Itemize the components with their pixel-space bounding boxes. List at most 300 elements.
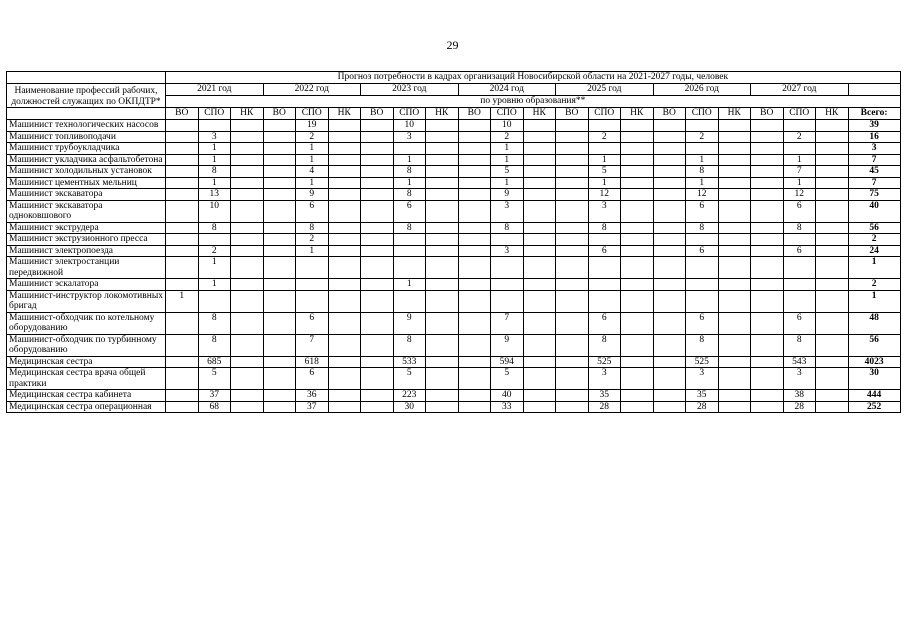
education-level-vo-header: ВО bbox=[653, 108, 686, 120]
value-cell bbox=[458, 131, 491, 143]
value-cell bbox=[328, 222, 361, 234]
value-cell bbox=[523, 279, 556, 291]
value-cell bbox=[588, 290, 621, 312]
value-cell bbox=[231, 177, 264, 189]
value-cell bbox=[328, 279, 361, 291]
value-cell bbox=[588, 120, 621, 132]
value-cell bbox=[556, 390, 589, 402]
profession-name: Машинист цементных мельниц bbox=[7, 177, 166, 189]
value-cell: 8 bbox=[198, 334, 231, 356]
value-cell bbox=[263, 312, 296, 334]
value-cell bbox=[751, 245, 784, 257]
value-cell bbox=[523, 189, 556, 201]
value-cell bbox=[458, 166, 491, 178]
value-cell bbox=[653, 368, 686, 390]
value-cell bbox=[718, 279, 751, 291]
value-cell: 1 bbox=[296, 177, 329, 189]
table-row bbox=[7, 334, 901, 356]
row-total: 4023 bbox=[848, 356, 900, 368]
value-cell bbox=[361, 368, 394, 390]
profession-name: Машинист экскаватора одноковшового bbox=[7, 200, 166, 222]
value-cell bbox=[556, 312, 589, 334]
value-cell: 1 bbox=[198, 279, 231, 291]
value-cell bbox=[816, 120, 849, 132]
value-cell: 9 bbox=[393, 312, 426, 334]
table-header bbox=[7, 72, 901, 120]
value-cell bbox=[556, 177, 589, 189]
value-cell bbox=[426, 368, 459, 390]
value-cell bbox=[166, 356, 199, 368]
value-cell bbox=[718, 390, 751, 402]
value-cell bbox=[523, 257, 556, 279]
value-cell bbox=[556, 200, 589, 222]
row-total: 1 bbox=[848, 257, 900, 279]
value-cell: 2 bbox=[783, 131, 816, 143]
value-cell bbox=[458, 356, 491, 368]
value-cell bbox=[816, 401, 849, 413]
value-cell bbox=[328, 200, 361, 222]
value-cell: 1 bbox=[296, 154, 329, 166]
value-cell: 618 bbox=[296, 356, 329, 368]
value-cell bbox=[198, 120, 231, 132]
value-cell: 6 bbox=[686, 200, 719, 222]
value-cell bbox=[556, 368, 589, 390]
value-cell: 1 bbox=[686, 154, 719, 166]
value-cell: 2 bbox=[296, 131, 329, 143]
value-cell bbox=[231, 390, 264, 402]
value-cell: 8 bbox=[686, 166, 719, 178]
value-cell bbox=[653, 234, 686, 246]
row-total: 24 bbox=[848, 245, 900, 257]
education-level-nk-header: НК bbox=[718, 108, 751, 120]
value-cell bbox=[263, 166, 296, 178]
value-cell bbox=[621, 222, 654, 234]
value-cell: 5 bbox=[491, 166, 524, 178]
profession-name: Машинист экструзионного пресса bbox=[7, 234, 166, 246]
page-number: 29 bbox=[446, 38, 459, 52]
value-cell bbox=[231, 356, 264, 368]
total-header: Всего: bbox=[848, 108, 900, 120]
year-header: 2025 год bbox=[556, 84, 654, 96]
value-cell: 3 bbox=[783, 368, 816, 390]
profession-name: Медицинская сестра кабинета bbox=[7, 390, 166, 402]
value-cell: 68 bbox=[198, 401, 231, 413]
value-cell bbox=[166, 334, 199, 356]
value-cell bbox=[328, 166, 361, 178]
year-header: 2024 год bbox=[458, 84, 556, 96]
value-cell bbox=[751, 120, 784, 132]
value-cell bbox=[426, 290, 459, 312]
value-cell: 8 bbox=[588, 222, 621, 234]
value-cell bbox=[556, 189, 589, 201]
value-cell: 7 bbox=[296, 334, 329, 356]
value-cell bbox=[523, 368, 556, 390]
value-cell bbox=[361, 166, 394, 178]
value-cell bbox=[263, 234, 296, 246]
value-cell bbox=[621, 245, 654, 257]
value-cell bbox=[328, 234, 361, 246]
value-cell bbox=[426, 356, 459, 368]
value-cell bbox=[556, 154, 589, 166]
value-cell bbox=[328, 368, 361, 390]
value-cell: 6 bbox=[296, 200, 329, 222]
value-cell bbox=[686, 290, 719, 312]
year-total-spacer bbox=[848, 84, 900, 96]
value-cell: 6 bbox=[686, 245, 719, 257]
value-cell bbox=[686, 257, 719, 279]
value-cell: 223 bbox=[393, 390, 426, 402]
value-cell: 6 bbox=[296, 312, 329, 334]
value-cell bbox=[231, 279, 264, 291]
profession-name: Машинист электропоезда bbox=[7, 245, 166, 257]
value-cell bbox=[523, 290, 556, 312]
row-total: 39 bbox=[848, 120, 900, 132]
header-corner-cell bbox=[7, 72, 166, 84]
value-cell bbox=[458, 154, 491, 166]
value-cell bbox=[621, 143, 654, 155]
value-cell bbox=[166, 166, 199, 178]
value-cell: 2 bbox=[296, 234, 329, 246]
table-row bbox=[7, 245, 901, 257]
value-cell bbox=[491, 257, 524, 279]
value-cell: 7 bbox=[491, 312, 524, 334]
profession-name: Машинист экструдера bbox=[7, 222, 166, 234]
value-cell bbox=[751, 177, 784, 189]
value-cell: 1 bbox=[783, 177, 816, 189]
value-cell: 6 bbox=[393, 200, 426, 222]
table-row bbox=[7, 368, 901, 390]
value-cell bbox=[523, 154, 556, 166]
value-cell: 9 bbox=[491, 189, 524, 201]
value-cell: 5 bbox=[393, 368, 426, 390]
value-cell: 1 bbox=[686, 177, 719, 189]
education-level-spo-header: СПО bbox=[588, 108, 621, 120]
value-cell bbox=[361, 401, 394, 413]
value-cell bbox=[458, 334, 491, 356]
value-cell: 13 bbox=[198, 189, 231, 201]
table-row bbox=[7, 166, 901, 178]
table-body bbox=[7, 120, 901, 413]
value-cell bbox=[328, 257, 361, 279]
value-cell: 6 bbox=[588, 312, 621, 334]
row-total: 30 bbox=[848, 368, 900, 390]
value-cell bbox=[523, 131, 556, 143]
value-cell bbox=[263, 257, 296, 279]
table-row bbox=[7, 120, 901, 132]
value-cell bbox=[653, 143, 686, 155]
value-cell bbox=[523, 222, 556, 234]
value-cell bbox=[653, 131, 686, 143]
value-cell: 12 bbox=[588, 189, 621, 201]
value-cell bbox=[621, 120, 654, 132]
value-cell bbox=[718, 401, 751, 413]
value-cell: 594 bbox=[491, 356, 524, 368]
value-cell bbox=[523, 234, 556, 246]
value-cell bbox=[361, 131, 394, 143]
value-cell bbox=[361, 257, 394, 279]
value-cell bbox=[523, 401, 556, 413]
education-level-nk-header: НК bbox=[231, 108, 264, 120]
profession-name: Машинист-обходчик по турбинному оборудованию bbox=[7, 334, 166, 356]
value-cell bbox=[653, 222, 686, 234]
value-cell: 1 bbox=[491, 143, 524, 155]
value-cell bbox=[231, 200, 264, 222]
value-cell bbox=[263, 245, 296, 257]
value-cell: 3 bbox=[491, 245, 524, 257]
row-total: 48 bbox=[848, 312, 900, 334]
profession-name: Медицинская сестра bbox=[7, 356, 166, 368]
value-cell bbox=[783, 234, 816, 246]
value-cell: 6 bbox=[588, 245, 621, 257]
value-cell bbox=[751, 257, 784, 279]
value-cell bbox=[263, 154, 296, 166]
value-cell bbox=[783, 120, 816, 132]
value-cell bbox=[393, 245, 426, 257]
value-cell bbox=[556, 131, 589, 143]
education-level-nk-header: НК bbox=[328, 108, 361, 120]
value-cell bbox=[263, 177, 296, 189]
profession-name: Машинист экскаватора bbox=[7, 189, 166, 201]
value-cell bbox=[361, 189, 394, 201]
value-cell bbox=[686, 120, 719, 132]
value-cell bbox=[816, 245, 849, 257]
value-cell bbox=[263, 143, 296, 155]
value-cell bbox=[816, 200, 849, 222]
value-cell: 8 bbox=[783, 334, 816, 356]
value-cell: 8 bbox=[491, 222, 524, 234]
table-row bbox=[7, 222, 901, 234]
value-cell bbox=[166, 245, 199, 257]
value-cell bbox=[751, 200, 784, 222]
value-cell: 1 bbox=[198, 154, 231, 166]
value-cell bbox=[491, 279, 524, 291]
value-cell bbox=[426, 401, 459, 413]
value-cell: 38 bbox=[783, 390, 816, 402]
value-cell bbox=[263, 368, 296, 390]
value-cell bbox=[556, 120, 589, 132]
value-cell bbox=[361, 200, 394, 222]
table-row bbox=[7, 290, 901, 312]
row-total: 444 bbox=[848, 390, 900, 402]
value-cell bbox=[263, 279, 296, 291]
value-cell bbox=[458, 234, 491, 246]
value-cell bbox=[393, 143, 426, 155]
value-cell: 5 bbox=[491, 368, 524, 390]
education-level-vo-header: ВО bbox=[166, 108, 199, 120]
value-cell bbox=[263, 401, 296, 413]
value-cell bbox=[718, 245, 751, 257]
value-cell bbox=[523, 390, 556, 402]
value-cell bbox=[783, 257, 816, 279]
value-cell: 2 bbox=[686, 131, 719, 143]
value-cell bbox=[231, 222, 264, 234]
education-level-nk-header: НК bbox=[621, 108, 654, 120]
education-level-spo-header: СПО bbox=[783, 108, 816, 120]
value-cell bbox=[783, 290, 816, 312]
value-cell: 8 bbox=[393, 189, 426, 201]
value-cell bbox=[458, 143, 491, 155]
value-cell bbox=[458, 245, 491, 257]
value-cell: 3 bbox=[588, 368, 621, 390]
profession-name: Машинист технологических насосов bbox=[7, 120, 166, 132]
value-cell bbox=[751, 390, 784, 402]
value-cell: 8 bbox=[686, 334, 719, 356]
profession-name: Машинист трубоукладчика bbox=[7, 143, 166, 155]
value-cell: 685 bbox=[198, 356, 231, 368]
education-level-spo-header: СПО bbox=[686, 108, 719, 120]
value-cell bbox=[653, 279, 686, 291]
table-row bbox=[7, 143, 901, 155]
value-cell bbox=[296, 257, 329, 279]
year-header: 2021 год bbox=[166, 84, 264, 96]
value-cell bbox=[751, 131, 784, 143]
value-cell bbox=[653, 257, 686, 279]
value-cell bbox=[816, 334, 849, 356]
value-cell bbox=[816, 177, 849, 189]
value-cell bbox=[491, 290, 524, 312]
value-cell: 1 bbox=[198, 257, 231, 279]
value-cell bbox=[556, 143, 589, 155]
value-cell bbox=[231, 166, 264, 178]
year-header: 2026 год bbox=[653, 84, 751, 96]
row-total: 1 bbox=[848, 290, 900, 312]
value-cell bbox=[718, 334, 751, 356]
value-cell bbox=[751, 312, 784, 334]
value-cell bbox=[426, 257, 459, 279]
table-row bbox=[7, 234, 901, 246]
value-cell bbox=[751, 334, 784, 356]
value-cell bbox=[686, 143, 719, 155]
value-cell bbox=[166, 368, 199, 390]
value-cell: 533 bbox=[393, 356, 426, 368]
value-cell: 6 bbox=[783, 200, 816, 222]
value-cell bbox=[816, 154, 849, 166]
education-level-header: по уровню образования** bbox=[166, 96, 901, 108]
education-level-vo-header: ВО bbox=[263, 108, 296, 120]
value-cell: 1 bbox=[393, 279, 426, 291]
value-cell bbox=[361, 120, 394, 132]
value-cell bbox=[653, 401, 686, 413]
value-cell bbox=[426, 390, 459, 402]
value-cell bbox=[393, 290, 426, 312]
value-cell bbox=[458, 257, 491, 279]
value-cell: 2 bbox=[588, 131, 621, 143]
value-cell bbox=[621, 166, 654, 178]
value-cell bbox=[231, 257, 264, 279]
row-total: 40 bbox=[848, 200, 900, 222]
value-cell bbox=[361, 177, 394, 189]
value-cell: 1 bbox=[296, 143, 329, 155]
value-cell: 28 bbox=[588, 401, 621, 413]
value-cell bbox=[231, 143, 264, 155]
table-row bbox=[7, 200, 901, 222]
value-cell bbox=[361, 154, 394, 166]
value-cell bbox=[361, 334, 394, 356]
value-cell bbox=[263, 334, 296, 356]
value-cell bbox=[751, 368, 784, 390]
value-cell bbox=[231, 401, 264, 413]
value-cell bbox=[751, 154, 784, 166]
value-cell: 525 bbox=[588, 356, 621, 368]
value-cell bbox=[588, 234, 621, 246]
value-cell bbox=[718, 154, 751, 166]
value-cell bbox=[393, 234, 426, 246]
value-cell bbox=[263, 200, 296, 222]
education-level-spo-header: СПО bbox=[491, 108, 524, 120]
value-cell: 525 bbox=[686, 356, 719, 368]
table-row bbox=[7, 279, 901, 291]
value-cell bbox=[653, 166, 686, 178]
education-level-spo-header: СПО bbox=[198, 108, 231, 120]
value-cell bbox=[458, 222, 491, 234]
value-cell bbox=[166, 143, 199, 155]
value-cell bbox=[686, 234, 719, 246]
value-cell bbox=[816, 279, 849, 291]
value-cell bbox=[751, 143, 784, 155]
value-cell: 30 bbox=[393, 401, 426, 413]
value-cell bbox=[523, 143, 556, 155]
value-cell bbox=[816, 368, 849, 390]
education-level-vo-header: ВО bbox=[458, 108, 491, 120]
profession-name: Медицинская сестра операционная bbox=[7, 401, 166, 413]
value-cell bbox=[458, 120, 491, 132]
value-cell bbox=[328, 177, 361, 189]
value-cell bbox=[621, 401, 654, 413]
value-cell: 5 bbox=[198, 368, 231, 390]
value-cell bbox=[328, 154, 361, 166]
value-cell bbox=[361, 245, 394, 257]
value-cell: 543 bbox=[783, 356, 816, 368]
value-cell: 3 bbox=[198, 131, 231, 143]
value-cell bbox=[166, 312, 199, 334]
value-cell bbox=[816, 222, 849, 234]
value-cell: 6 bbox=[783, 312, 816, 334]
table-row bbox=[7, 177, 901, 189]
table-row bbox=[7, 154, 901, 166]
value-cell bbox=[231, 189, 264, 201]
value-cell: 12 bbox=[686, 189, 719, 201]
value-cell bbox=[718, 200, 751, 222]
value-cell bbox=[523, 356, 556, 368]
value-cell bbox=[783, 143, 816, 155]
row-total: 16 bbox=[848, 131, 900, 143]
education-level-nk-header: НК bbox=[426, 108, 459, 120]
value-cell: 8 bbox=[393, 334, 426, 356]
value-cell bbox=[816, 143, 849, 155]
value-cell bbox=[458, 279, 491, 291]
value-cell bbox=[621, 390, 654, 402]
value-cell: 1 bbox=[491, 177, 524, 189]
value-cell bbox=[718, 257, 751, 279]
value-cell bbox=[588, 279, 621, 291]
value-cell bbox=[718, 131, 751, 143]
value-cell bbox=[751, 222, 784, 234]
education-level-vo-header: ВО bbox=[751, 108, 784, 120]
value-cell bbox=[328, 312, 361, 334]
value-cell: 5 bbox=[588, 166, 621, 178]
value-cell bbox=[166, 222, 199, 234]
value-cell bbox=[231, 234, 264, 246]
value-cell bbox=[718, 222, 751, 234]
value-cell: 8 bbox=[296, 222, 329, 234]
value-cell bbox=[816, 356, 849, 368]
value-cell bbox=[263, 131, 296, 143]
value-cell: 28 bbox=[783, 401, 816, 413]
value-cell bbox=[556, 222, 589, 234]
value-cell bbox=[231, 368, 264, 390]
value-cell bbox=[328, 131, 361, 143]
value-cell bbox=[328, 290, 361, 312]
